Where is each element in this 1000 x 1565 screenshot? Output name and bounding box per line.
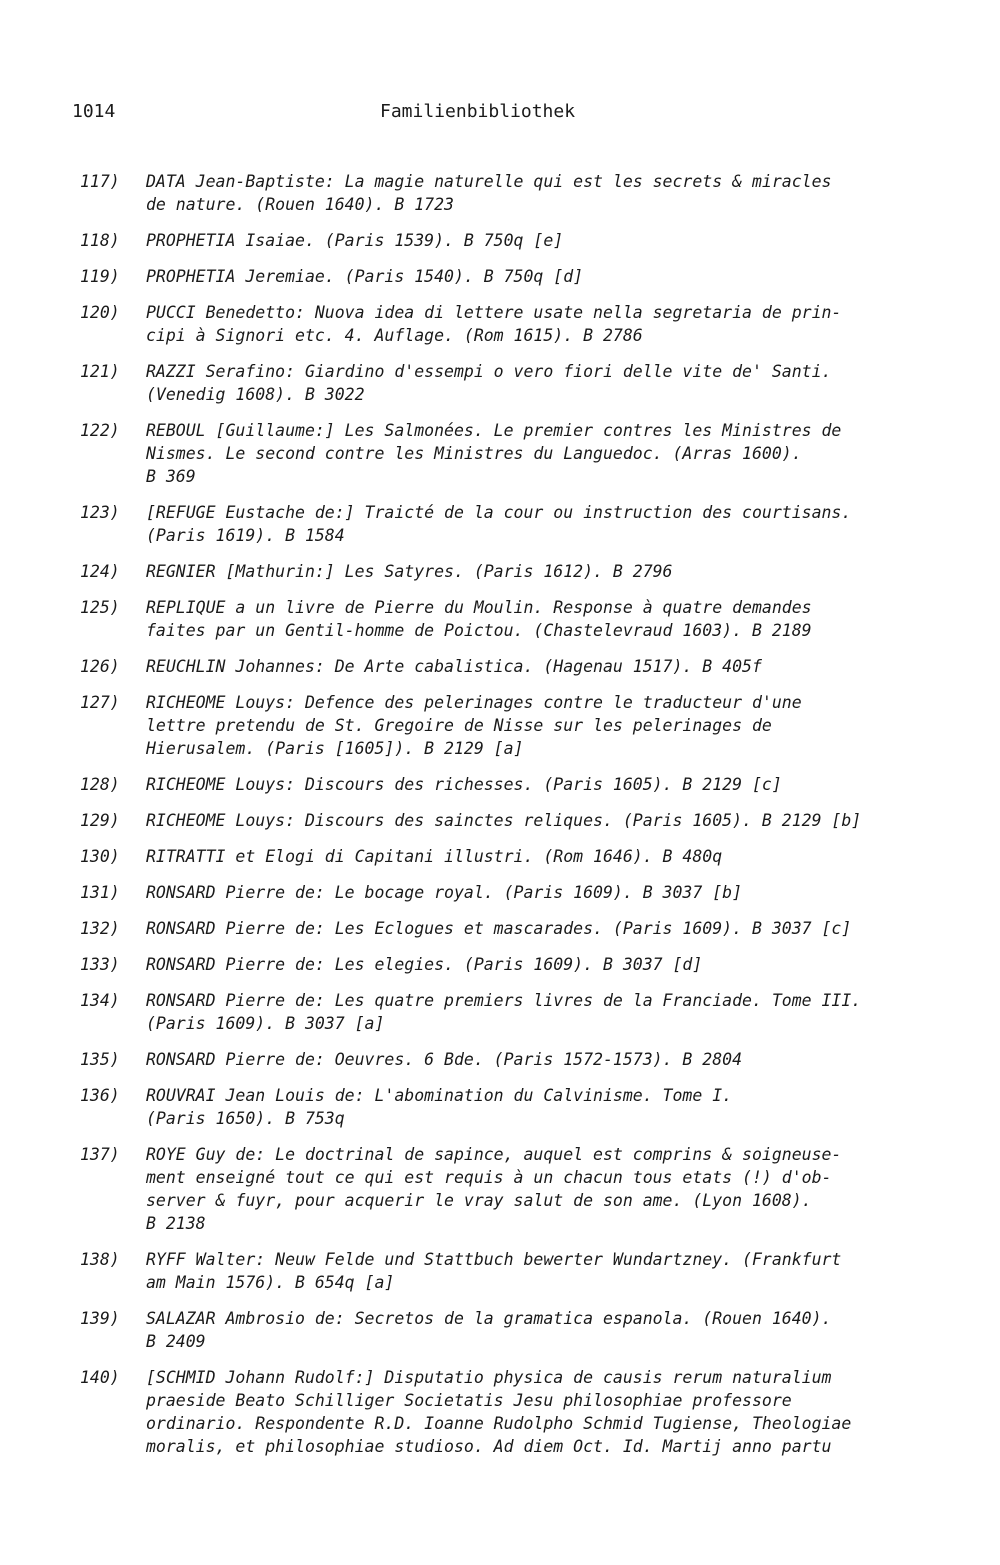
entry-number: 127) <box>80 693 120 712</box>
entry-number: 121) <box>80 362 120 381</box>
entry-text: REGNIER [Mathurin:] Les Satyres. (Paris 1612). B 2796 <box>146 562 673 581</box>
entry-number: 118) <box>80 231 120 250</box>
bibliography-entry <box>80 655 960 678</box>
bibliography-entry <box>80 917 960 940</box>
bibliography-entry <box>80 170 960 216</box>
entry-text: RICHEOME Louys: Discours des richesses. (Paris 1605). B 2129 [c] <box>146 775 782 794</box>
bibliography-entry <box>80 1048 960 1071</box>
entry-number: 133) <box>80 955 120 974</box>
bibliography-entry <box>80 560 960 583</box>
entry-number: 128) <box>80 775 120 794</box>
entry-text: RONSARD Pierre de: Les quatre premiers livres de la Franciade. Tome III. (Paris 1609). B 3037 [a] <box>146 991 862 1033</box>
page-header <box>72 101 932 125</box>
bibliography-entry <box>80 265 960 288</box>
entry-number: 117) <box>80 172 120 191</box>
entry-number: 129) <box>80 811 120 830</box>
entry-text: RICHEOME Louys: Discours des sainctes reliques. (Paris 1605). B 2129 [b] <box>146 811 862 830</box>
entry-number: 130) <box>80 847 120 866</box>
entry-text: RITRATTI et Elogi di Capitani illustri. (Rom 1646). B 480q <box>146 847 723 866</box>
entry-text: PUCCI Benedetto: Nuova idea di lettere usate nella segretaria de prin- cipi à Signori etc. 4. Auflage. (Rom 1615). B 2786 <box>146 303 842 345</box>
bibliography-entry <box>80 845 960 868</box>
bibliography-entry <box>80 1084 960 1130</box>
entry-text: ROUVRAI Jean Louis de: L'abomination du Calvinisme. Tome I. (Paris 1650). B 753q <box>146 1086 733 1128</box>
entry-number: 123) <box>80 503 120 522</box>
entry-number: 139) <box>80 1309 120 1328</box>
entry-number: 134) <box>80 991 120 1010</box>
entry-text: RAZZI Serafino: Giardino d'essempi o vero fiori delle vite de' Santi. (Venedig 1608). B 3022 <box>146 362 832 404</box>
entry-text: RONSARD Pierre de: Les elegies. (Paris 1609). B 3037 [d] <box>146 955 703 974</box>
running-title: Familienbibliothek <box>380 101 576 122</box>
entry-text: REBOUL [Guillaume:] Les Salmonées. Le premier contres les Ministres de Nismes. Le second contre les Ministres du Languedoc. (Arras 1600). B 369 <box>146 421 842 486</box>
bibliography-entry <box>80 809 960 832</box>
entry-text: SALAZAR Ambrosio de: Secretos de la gramatica espanola. (Rouen 1640). B 2409 <box>146 1309 832 1351</box>
bibliography-entry <box>80 229 960 252</box>
entry-number: 124) <box>80 562 120 581</box>
bibliography-entry <box>80 419 960 488</box>
entry-number: 125) <box>80 598 120 617</box>
entry-text: ROYE Guy de: Le doctrinal de sapince, auquel est comprins & soigneuse- ment enseigné tout ce qui est requis à un chacun tous etats (!) d'ob- server & fuyr, pour acquerir le vray salut de son ame. (Lyon 1608). B 2138 <box>146 1145 842 1233</box>
entry-number: 119) <box>80 267 120 286</box>
entry-number: 137) <box>80 1145 120 1164</box>
bibliography-entry <box>80 773 960 796</box>
entry-number: 136) <box>80 1086 120 1105</box>
bibliography-entry <box>80 596 960 642</box>
bibliography-entry <box>80 360 960 406</box>
bibliography-entry <box>80 1366 960 1458</box>
bibliography-entry <box>80 501 960 547</box>
entry-text: RONSARD Pierre de: Le bocage royal. (Paris 1609). B 3037 [b] <box>146 883 743 902</box>
entry-text: RONSARD Pierre de: Oeuvres. 6 Bde. (Paris 1572-1573). B 2804 <box>146 1050 743 1069</box>
entry-number: 132) <box>80 919 120 938</box>
entry-number: 131) <box>80 883 120 902</box>
bibliography-entry <box>80 1143 960 1235</box>
entry-number: 140) <box>80 1368 120 1387</box>
entry-text: RICHEOME Louys: Defence des pelerinages contre le traducteur d'une lettre pretendu de St. Gregoire de Nisse sur les pelerinages de Hierusalem. (Paris [1605]). B 2129 [a] <box>146 693 802 758</box>
entry-text: RONSARD Pierre de: Les Eclogues et mascarades. (Paris 1609). B 3037 [c] <box>146 919 852 938</box>
entry-text: REUCHLIN Johannes: De Arte cabalistica. (Hagenau 1517). B 405f <box>146 657 762 676</box>
entry-text: PROPHETIA Isaiae. (Paris 1539). B 750q [e] <box>146 231 564 250</box>
entry-number: 138) <box>80 1250 120 1269</box>
entry-text: [REFUGE Eustache de:] Traicté de la cour ou instruction des courtisans. (Paris 1619). B 1584 <box>146 503 852 545</box>
entry-number: 122) <box>80 421 120 440</box>
bibliography-entry <box>80 881 960 904</box>
bibliography-list <box>80 170 960 1471</box>
entry-number: 135) <box>80 1050 120 1069</box>
page-number: 1014 <box>72 101 116 122</box>
entry-text: PROPHETIA Jeremiae. (Paris 1540). B 750q [d] <box>146 267 584 286</box>
bibliography-entry <box>80 953 960 976</box>
bibliography-entry <box>80 989 960 1035</box>
entry-text: DATA Jean-Baptiste: La magie naturelle qui est les secrets & miracles de nature. (Rouen 1640). B 1723 <box>146 172 832 214</box>
bibliography-entry <box>80 691 960 760</box>
bibliography-entry <box>80 1307 960 1353</box>
bibliography-entry <box>80 301 960 347</box>
entry-text: RYFF Walter: Neuw Felde und Stattbuch bewerter Wundartzney. (Frankfurt am Main 1576). B 654q [a] <box>146 1250 842 1292</box>
entry-text: REPLIQUE a un livre de Pierre du Moulin. Response à quatre demandes faites par un Gentil-homme de Poictou. (Chastelevraud 1603). B 2189 <box>146 598 812 640</box>
entry-number: 126) <box>80 657 120 676</box>
entry-text: [SCHMID Johann Rudolf:] Disputatio physica de causis rerum naturalium praeside Beato Schilliger Societatis Jesu philosophiae professore ordinario. Respondente R.D. Ioanne Rudolpho Schmid Tugiense, Theologiae moralis, et philosophiae studioso. Ad diem Oct. Id. Martij anno partu <box>146 1368 852 1456</box>
entry-number: 120) <box>80 303 120 322</box>
bibliography-entry <box>80 1248 960 1294</box>
